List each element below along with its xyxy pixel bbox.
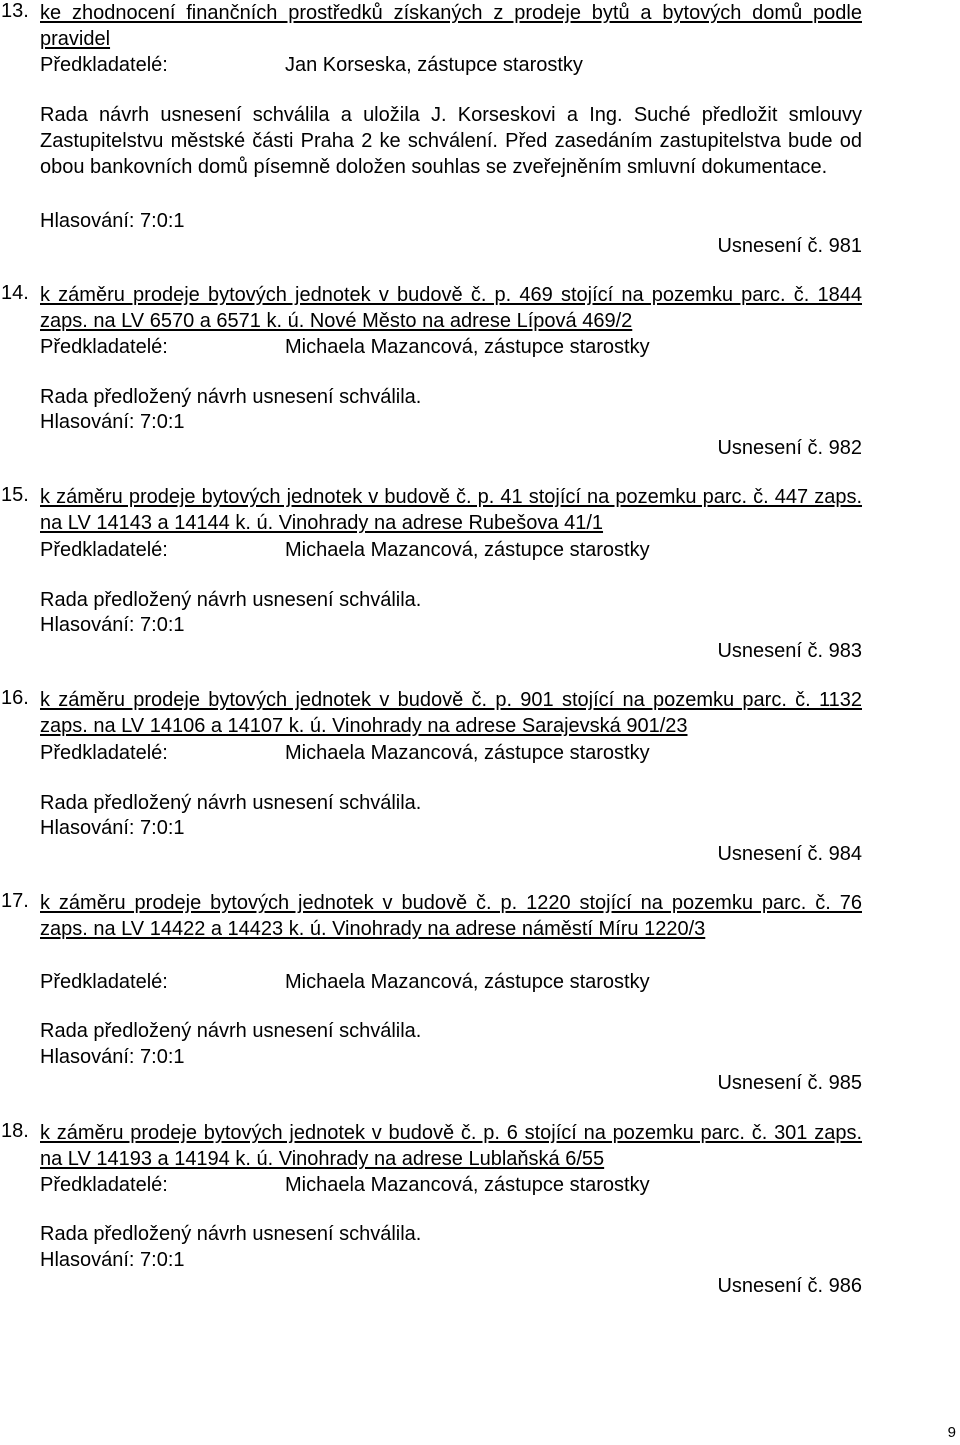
item-title: k záměru prodeje bytových jednotek v budově č. p. 901 stojící na pozemku parc. č. 1132 zaps. na LV 14106 a 14107 k. ú. Vinohrady na adrese Sarajevská 901/23 xyxy=(40,689,862,737)
decision-text: Rada předložený návrh usnesení schválila. xyxy=(40,792,422,814)
decision-text: Rada návrh usnesení schválila a uložila J. Korseskovi a Ing. Suché předložit smlouvy Zastupitelstvu městské části Praha 2 ke schválení. Před zasedáním zastupitelstva bude od obou bankovních domů písemně doložen souhlas se zveřejněním smluvní dokumentace. xyxy=(40,104,862,178)
item-number: 17. xyxy=(1,890,29,912)
item-number: 13. xyxy=(1,0,29,22)
presenter-name: Michaela Mazancová, zástupce starostky xyxy=(285,1174,650,1196)
vote-text: Hlasování: 7:0:1 xyxy=(40,614,185,636)
resolution-number: Usnesení č. 986 xyxy=(717,1275,862,1297)
item-number: 16. xyxy=(1,687,29,709)
item-number: 15. xyxy=(1,484,29,506)
vote-text: Hlasování: 7:0:1 xyxy=(40,210,185,232)
resolution-number: Usnesení č. 982 xyxy=(717,437,862,459)
presenter-label: Předkladatelé: xyxy=(40,54,168,76)
presenter-label: Předkladatelé: xyxy=(40,539,168,561)
resolution-number: Usnesení č. 983 xyxy=(717,640,862,662)
presenter-label: Předkladatelé: xyxy=(40,1174,168,1196)
vote-text: Hlasování: 7:0:1 xyxy=(40,1249,185,1271)
item-title: k záměru prodeje bytových jednotek v budově č. p. 41 stojící na pozemku parc. č. 447 zaps. na LV 14143 a 14144 k. ú. Vinohrady na adrese Rubešova 41/1 xyxy=(40,486,862,534)
presenter-label: Předkladatelé: xyxy=(40,336,168,358)
vote-text: Hlasování: 7:0:1 xyxy=(40,1046,185,1068)
vote-text: Hlasování: 7:0:1 xyxy=(40,411,185,433)
resolution-number: Usnesení č. 981 xyxy=(717,235,862,257)
presenter-name: Michaela Mazancová, zástupce starostky xyxy=(285,539,650,561)
item-title: k záměru prodeje bytových jednotek v budově č. p. 469 stojící na pozemku parc. č. 1844 zaps. na LV 6570 a 6571 k. ú. Nové Město na adrese Lípová 469/2 xyxy=(40,284,862,332)
page-number: 9 xyxy=(947,1424,956,1441)
presenter-label: Předkladatelé: xyxy=(40,971,168,993)
item-title: k záměru prodeje bytových jednotek v budově č. p. 6 stojící na pozemku parc. č. 301 zaps. na LV 14193 a 14194 k. ú. Vinohrady na adrese Lublaňská 6/55 xyxy=(40,1122,862,1170)
presenter-label: Předkladatelé: xyxy=(40,742,168,764)
vote-text: Hlasování: 7:0:1 xyxy=(40,817,185,839)
presenter-name: Michaela Mazancová, zástupce starostky xyxy=(285,336,650,358)
item-title: k záměru prodeje bytových jednotek v budově č. p. 1220 stojící na pozemku parc. č. 76 zaps. na LV 14422 a 14423 k. ú. Vinohrady na adrese náměstí Míru 1220/3 xyxy=(40,892,862,940)
decision-text: Rada předložený návrh usnesení schválila. xyxy=(40,589,422,611)
item-number: 14. xyxy=(1,282,29,304)
presenter-name: Jan Korseska, zástupce starostky xyxy=(285,54,583,76)
resolution-number: Usnesení č. 985 xyxy=(717,1072,862,1094)
decision-text: Rada předložený návrh usnesení schválila. xyxy=(40,1020,422,1042)
item-title: ke zhodnocení finančních prostředků získaných z prodeje bytů a bytových domů podle pravidel xyxy=(40,2,862,50)
resolution-number: Usnesení č. 984 xyxy=(717,843,862,865)
decision-text: Rada předložený návrh usnesení schválila. xyxy=(40,386,422,408)
decision-text: Rada předložený návrh usnesení schválila. xyxy=(40,1223,422,1245)
presenter-name: Michaela Mazancová, zástupce starostky xyxy=(285,971,650,993)
item-number: 18. xyxy=(1,1120,29,1142)
presenter-name: Michaela Mazancová, zástupce starostky xyxy=(285,742,650,764)
